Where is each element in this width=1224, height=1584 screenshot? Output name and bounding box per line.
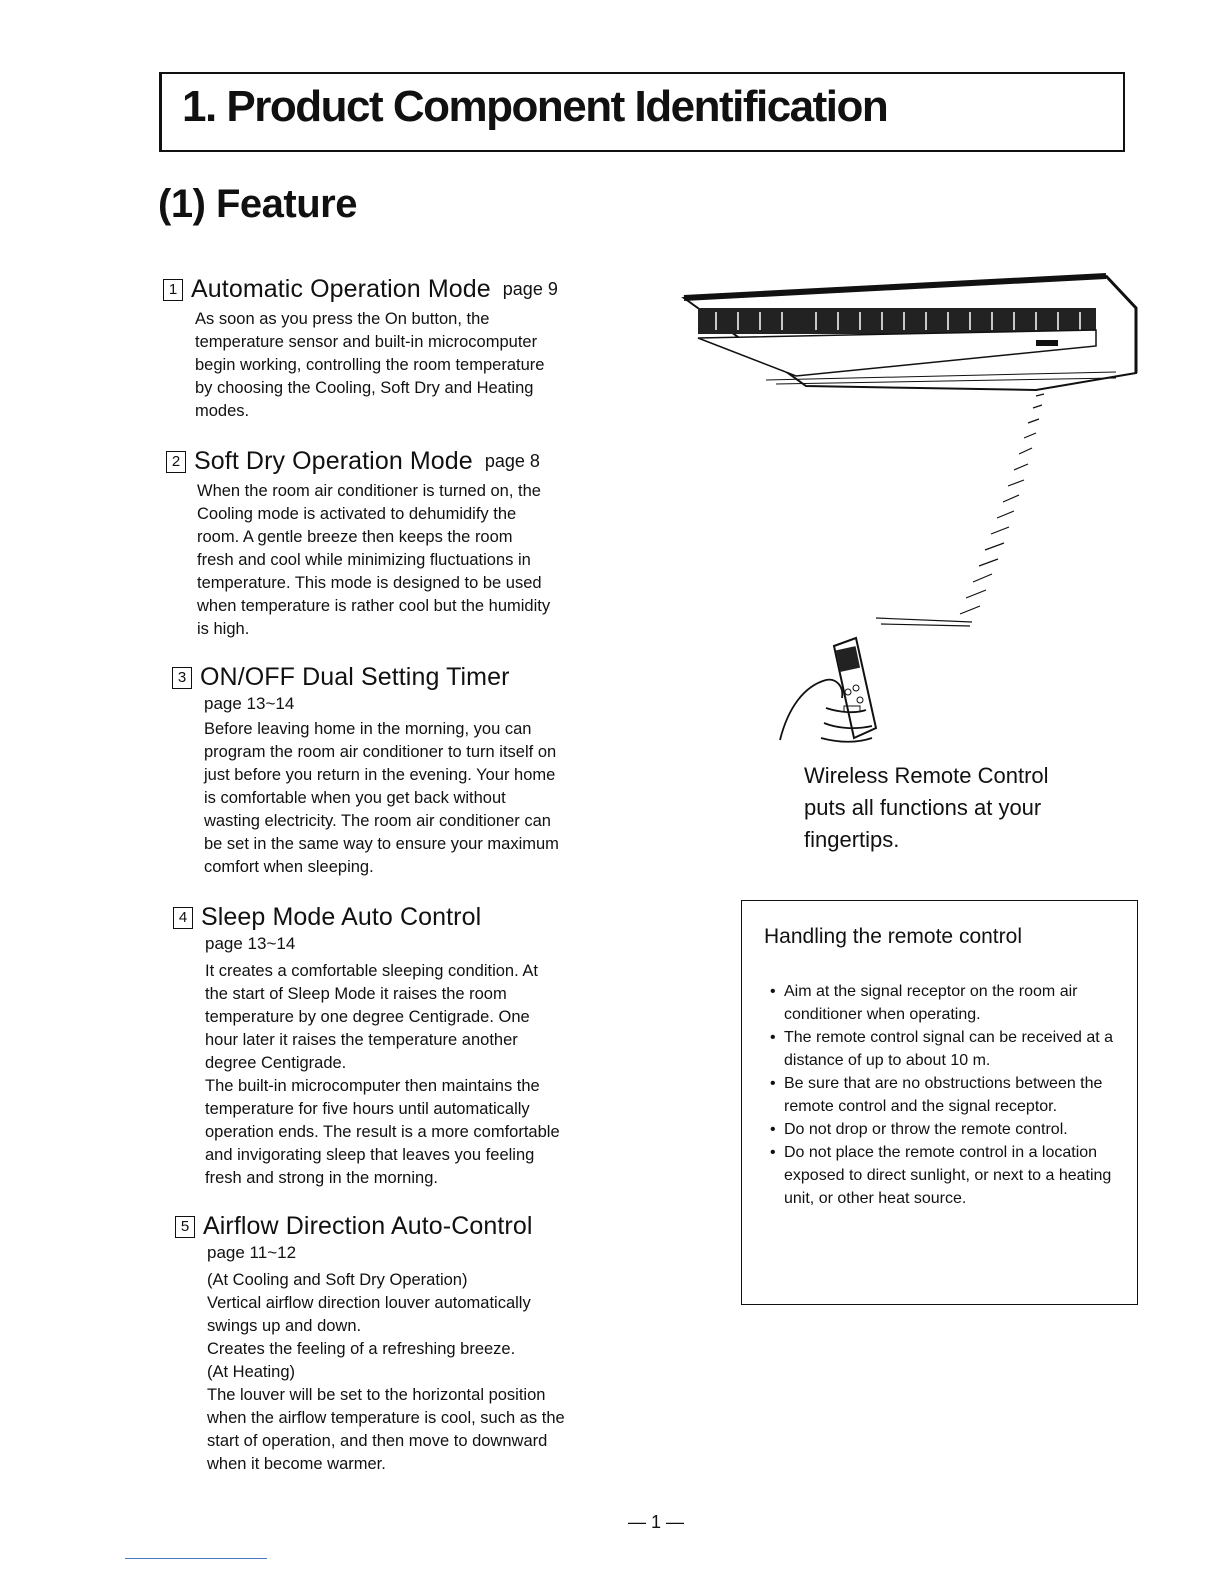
air-conditioner-unit-icon: [684, 276, 1136, 390]
handling-title: Handling the remote control: [764, 925, 1022, 948]
list-item: • Do not drop or throw the remote control.: [768, 1118, 1128, 1141]
air-conditioner-illustration: [676, 268, 1146, 748]
feature-page-ref: page 9: [502, 279, 558, 299]
feature-number-box: 3: [172, 667, 192, 689]
list-item: • The remote control signal can be received at a distance of up to about 10 m.: [768, 1026, 1128, 1072]
feature-number-box: 5: [175, 1216, 195, 1238]
feature-body: (At Cooling and Soft Dry Operation) Vertical airflow direction louver automatically swings up and down. Creates the feeling of a refreshing breeze. (At Heating) The louver will be set to the horizontal position when the airflow temperature is cool, such as the start of operation, and then move to downward when it become warmer.: [207, 1271, 565, 1473]
feature-title: Airflow Direction Auto-Control: [203, 1212, 533, 1240]
page-title: 1. Product Component Identification: [182, 82, 888, 131]
feature-sleep-mode: [173, 903, 643, 1190]
feature-dual-timer: [172, 663, 642, 879]
list-item: • Aim at the signal receptor on the room air conditioner when operating.: [768, 980, 1128, 1026]
feature-title: ON/OFF Dual Setting Timer: [200, 663, 510, 691]
handling-list: [768, 980, 1128, 1210]
footer-divider: [125, 1558, 267, 1559]
feature-body: Before leaving home in the morning, you can program the room air conditioner to turn itself on just before you return in the evening. Your home is comfortable when you get back without wasting electricity. The room air conditioner can be set in the same way to ensure your maximum comfort when sleeping.: [204, 720, 559, 876]
signal-beam-icon: [876, 394, 1044, 626]
feature-body: As soon as you press the On button, the temperature sensor and built-in microcomputer begin working, controlling the room temperature by choosing the Cooling, Soft Dry and Heating modes.: [195, 310, 545, 420]
feature-page-ref: page 11~12: [207, 1243, 297, 1262]
feature-automatic-operation: [163, 275, 633, 423]
feature-page-ref: page 13~14: [204, 694, 295, 713]
section-title: (1) Feature: [158, 182, 357, 226]
feature-airflow-direction: [175, 1212, 645, 1476]
feature-body: When the room air conditioner is turned on, the Cooling mode is activated to dehumidify the room. A gentle breeze then keeps the room fresh and cool while minimizing fluctuations in temperature. This mode is designed to be used when temperature is rather cool but the humidity is high.: [197, 482, 551, 638]
feature-title: Soft Dry Operation Mode: [194, 447, 473, 475]
feature-number-box: 4: [173, 907, 193, 929]
remote-caption: Wireless Remote Control puts all functions at your fingertips.: [804, 763, 1049, 852]
feature-soft-dry: [166, 447, 636, 641]
feature-page-ref: page 13~14: [205, 934, 296, 953]
list-item: • Do not place the remote control in a location exposed to direct sunlight, or next to a heating unit, or other heat source.: [768, 1141, 1128, 1210]
handling-remote-box: [741, 900, 1138, 1305]
feature-number-box: 2: [166, 451, 186, 473]
page-number: — 1 —: [628, 1512, 685, 1532]
feature-title: Automatic Operation Mode: [191, 275, 491, 303]
feature-title: Sleep Mode Auto Control: [201, 903, 482, 931]
title-box: [159, 72, 1125, 152]
feature-number-box: 1: [163, 279, 183, 301]
feature-page-ref: page 8: [484, 451, 540, 471]
feature-body: It creates a comfortable sleeping condition. At the start of Sleep Mode it raises the room temperature by one degree Centigrade. One hour later it raises the temperature another degree Centigrade. The built-in microcomputer then maintains the temperature for five hours until automatically operation ends. The result is a more comfortable and invigorating sleep that leaves you feeling fresh and strong in the morning.: [205, 962, 560, 1187]
list-item: • Be sure that are no obstructions between the remote control and the signal receptor.: [768, 1072, 1128, 1118]
